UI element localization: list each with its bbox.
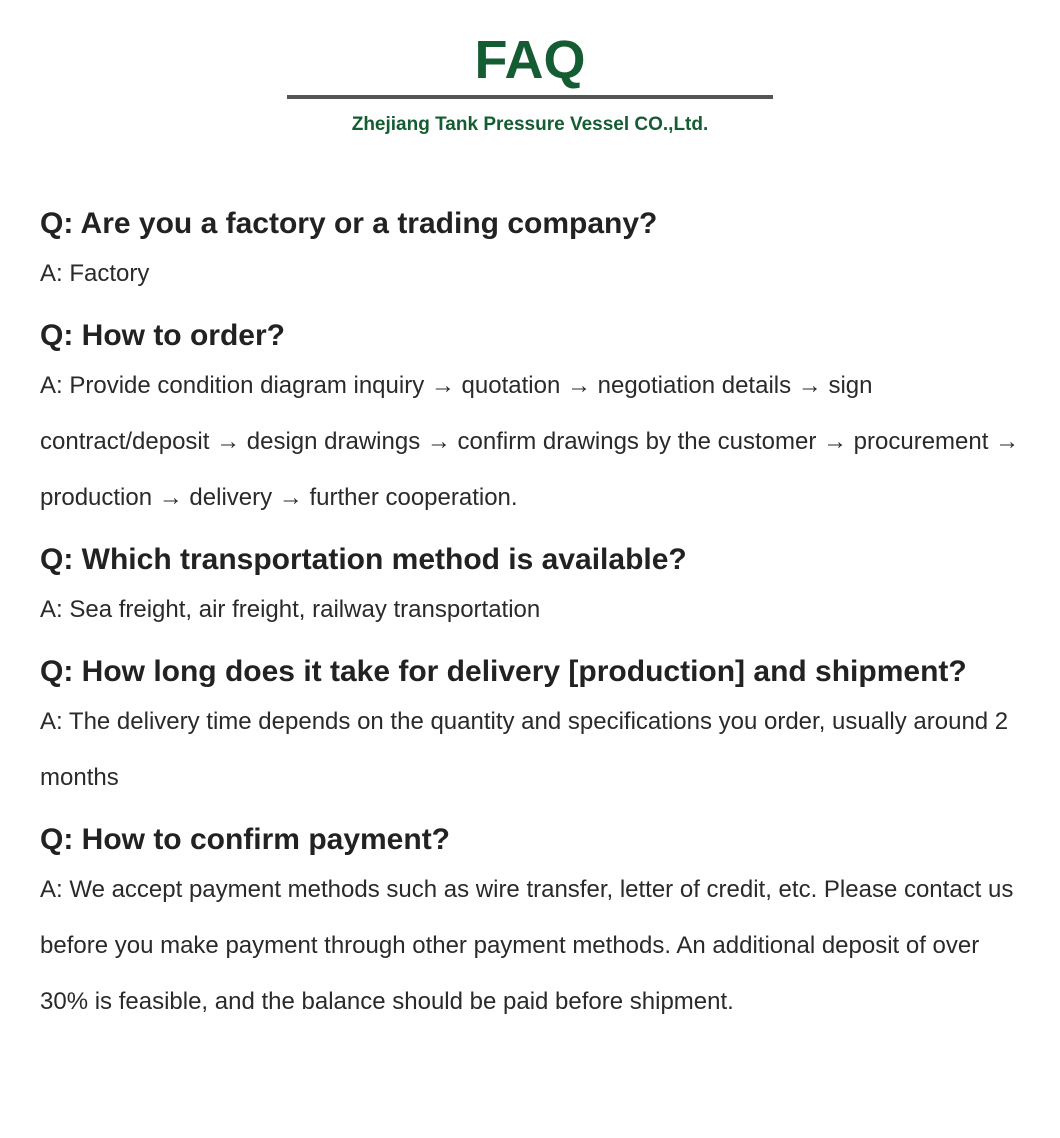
faq-item <box>40 538 1030 638</box>
faq-item <box>40 202 1030 302</box>
faq-answer: A: We accept payment methods such as wire transfer, letter of credit, etc. Please contact us before you make payment through other payment methods. An additional deposit of over 30% is feasible, and the balance should be paid before shipment. <box>40 876 1014 1015</box>
faq-question: Q: Are you a factory or a trading company? <box>40 207 658 240</box>
faq-answer: A: Sea freight, air freight, railway transportation <box>40 596 541 623</box>
faq-header <box>0 0 1060 150</box>
faq-item <box>40 650 1030 806</box>
faq-item <box>40 818 1030 1030</box>
faq-answer: A: Provide condition diagram inquiry → quotation → negotiation details → sign contract/deposit → design drawings → confirm drawings by the customer → procurement → production → delivery → further cooperation. <box>40 372 1020 511</box>
faq-question: Q: How to order? <box>40 319 285 352</box>
faq-list <box>40 202 1030 1042</box>
faq-question: Q: How long does it take for delivery [production] and shipment? <box>40 655 967 688</box>
faq-question: Q: How to confirm payment? <box>40 823 451 856</box>
title-divider <box>287 95 773 99</box>
company-name: Zhejiang Tank Pressure Vessel CO.,Ltd. <box>351 114 709 135</box>
faq-question: Q: Which transportation method is available? <box>40 543 687 576</box>
faq-answer: A: The delivery time depends on the quantity and specifications you order, usually around 2 months <box>40 708 1009 791</box>
page-title: FAQ <box>474 30 586 90</box>
faq-item <box>40 314 1030 526</box>
faq-answer: A: Factory <box>40 260 150 287</box>
